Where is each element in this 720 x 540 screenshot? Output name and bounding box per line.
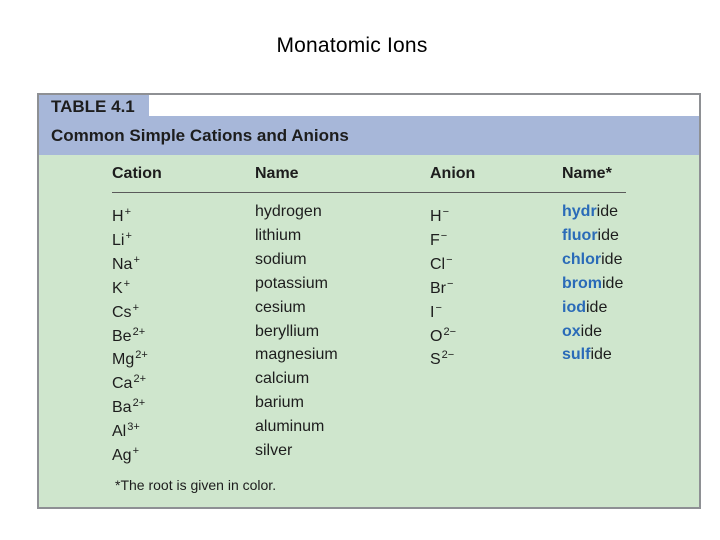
cation-name: beryllium [255,323,320,340]
anion-name [562,346,612,364]
ion-charge: + [132,302,139,314]
element-symbol: H [430,208,442,225]
element-symbol: Al [112,423,127,440]
anion-symbol [430,203,449,226]
element-symbol: I [430,304,435,321]
element-symbol: Ba [112,399,132,416]
name-root: fluor [562,227,598,244]
name-suffix: ide [580,323,603,340]
anion-name [562,323,602,341]
ion-charge: − [440,230,448,242]
table-number: TABLE 4.1 [51,97,135,116]
element-symbol: Br [430,280,446,297]
cation-symbol [112,346,148,369]
element-symbol: O [430,328,443,345]
anion-name [562,203,618,221]
cation-symbol [112,251,140,274]
element-symbol: Na [112,256,133,273]
ion-charge: + [125,230,132,242]
element-symbol: K [112,280,123,297]
name-suffix: ide [590,346,612,363]
name-root: hydr [562,203,597,220]
element-symbol: Li [112,232,125,249]
element-symbol: F [430,232,440,249]
cation-symbol [112,418,140,441]
element-symbol: Cs [112,304,132,321]
element-symbol: Be [112,328,132,345]
name-suffix: ide [601,251,623,268]
cation-name: magnesium [255,346,338,363]
table-caption: Common Simple Cations and Anions [51,126,349,145]
ion-charge: + [124,206,131,218]
anion-symbol [430,227,447,250]
ion-charge: 3+ [127,421,140,433]
ion-charge: 2+ [132,397,146,409]
ion-charge: − [446,254,453,266]
ion-charge: 2− [443,326,456,338]
element-symbol: Cl [430,256,446,273]
cation-name: lithium [255,227,302,244]
name-root: chlor [562,251,602,268]
cation-symbol [112,442,139,465]
name-suffix: ide [602,275,624,292]
anion-name [562,251,622,269]
ion-charge: − [435,302,442,314]
element-symbol: Ag [112,447,132,464]
cation-name: sodium [255,251,307,268]
element-symbol: H [112,208,124,225]
anion-name [562,227,619,245]
cation-name: potassium [255,275,328,292]
anion-symbol [430,251,453,274]
ion-charge: 2+ [132,326,146,338]
header-rule [112,192,626,193]
cation-name: aluminum [255,418,325,435]
slide-title: Monatomic Ions [276,34,428,57]
table-tab-cutout [149,95,699,116]
name-root: ox [562,323,581,340]
name-root: iod [562,299,586,316]
header-anion-name: Name* [562,165,612,182]
anion-symbol [430,323,456,346]
ion-charge: + [123,278,131,290]
cation-symbol [112,227,132,250]
ion-charge: − [442,206,449,218]
element-symbol: S [430,351,441,368]
name-suffix: ide [597,227,619,244]
anion-name [562,299,607,317]
cation-symbol [112,203,131,226]
footnote: *The root is given in color. [115,477,277,493]
cation-symbol [112,370,146,393]
ion-charge: + [133,254,140,266]
anion-symbol [430,346,454,369]
header-cation-name: Name [255,165,299,182]
anion-symbol [430,275,453,298]
element-symbol: Ca [112,375,133,392]
ion-table [37,93,701,509]
ion-charge: + [132,445,140,457]
cation-name: cesium [255,299,306,316]
cation-symbol [112,394,145,417]
name-root: sulf [562,346,591,363]
element-symbol: Mg [112,351,135,368]
cation-symbol [112,299,139,322]
ion-charge: 2− [441,349,455,361]
cation-symbol [112,275,130,298]
cation-name: silver [255,442,293,459]
cation-name: calcium [255,370,310,387]
header-anion: Anion [430,165,476,182]
cation-name: barium [255,394,304,411]
ion-charge: 2+ [135,349,148,361]
ion-charge: 2+ [133,373,146,385]
ion-charge: − [447,278,454,290]
name-suffix: ide [596,203,619,220]
cation-name: hydrogen [255,203,322,220]
name-root: brom [562,275,602,292]
name-suffix: ide [586,299,608,316]
anion-symbol [430,299,442,322]
header-cation: Cation [112,165,162,182]
anion-name [562,275,623,293]
cation-symbol [112,323,145,346]
